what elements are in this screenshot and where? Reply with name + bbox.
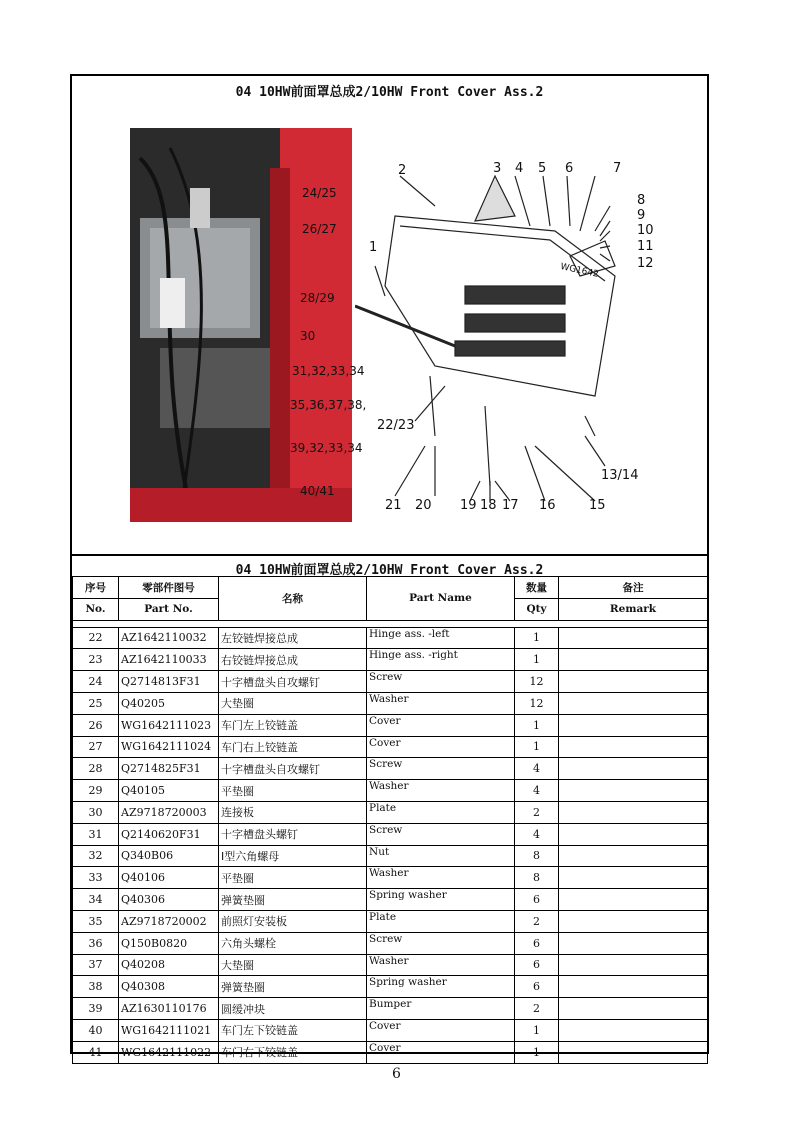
cell-name-en: Bumper (367, 998, 515, 1020)
cell-name-en: Screw (367, 671, 515, 693)
table-row (73, 889, 708, 911)
cell-name-en: Washer (367, 780, 515, 802)
cell-no: 24 (73, 671, 119, 693)
cell-remark (559, 976, 708, 998)
cell-no: 41 (73, 1041, 119, 1063)
cell-name-cn: 右铰链焊接总成 (219, 649, 367, 671)
photo-label: 26/27 (302, 222, 337, 236)
cell-part-no: Q40105 (119, 780, 219, 802)
cell-name-en: Cover (367, 714, 515, 736)
cell-remark (559, 801, 708, 823)
cell-qty: 1 (515, 649, 559, 671)
table-title: 04 10HW前面罩总成2/10HW Front Cover Ass.2 (235, 563, 544, 578)
cell-name-cn: 车门右上铰链盖 (219, 736, 367, 758)
cell-name-cn: 平垫圈 (219, 780, 367, 802)
section-divider (72, 554, 707, 556)
diagram-label: 8 (637, 193, 646, 208)
diagram-label: 11 (637, 239, 654, 254)
diagram-label: 15 (589, 498, 606, 513)
cell-part-no: AZ1630110176 (119, 998, 219, 1020)
cell-remark (559, 758, 708, 780)
cell-no: 38 (73, 976, 119, 998)
cell-name-en: Spring washer (367, 976, 515, 998)
header-remark-cn: 备注 (559, 577, 708, 599)
cell-qty: 1 (515, 714, 559, 736)
cell-no: 30 (73, 801, 119, 823)
header-qty-en: Qty (515, 598, 559, 620)
diagram-label: 5 (538, 161, 547, 176)
section-title: 04 10HW前面罩总成2/10HW Front Cover Ass.2 (235, 85, 544, 100)
cell-qty: 2 (515, 801, 559, 823)
diagram-label: 3 (493, 161, 502, 176)
cell-name-en: Plate (367, 801, 515, 823)
cell-part-no: AZ1642110033 (119, 649, 219, 671)
cell-qty: 1 (515, 1041, 559, 1063)
cell-name-en: Spring washer (367, 889, 515, 911)
table-row (73, 954, 708, 976)
table-row (73, 910, 708, 932)
table-row (73, 780, 708, 802)
exploded-diagram (355, 136, 695, 526)
cell-no: 27 (73, 736, 119, 758)
cell-remark (559, 867, 708, 889)
table-row (73, 823, 708, 845)
diagram-label: 13/14 (601, 468, 639, 483)
cell-part-no: Q40306 (119, 889, 219, 911)
cell-no: 25 (73, 692, 119, 714)
cell-part-no: Q40106 (119, 867, 219, 889)
cell-name-en: Screw (367, 932, 515, 954)
cell-part-no: AZ1642110032 (119, 627, 219, 649)
cell-no: 32 (73, 845, 119, 867)
table-row (73, 714, 708, 736)
cell-remark (559, 823, 708, 845)
header-no-en: No. (73, 598, 119, 620)
cell-qty: 6 (515, 976, 559, 998)
header-name-en: Part Name (367, 577, 515, 621)
table-row (73, 998, 708, 1020)
cell-part-no: Q40205 (119, 692, 219, 714)
cell-name-cn: 左铰链焊接总成 (219, 627, 367, 649)
table-row (73, 627, 708, 649)
cell-part-no: WG1642111022 (119, 1041, 219, 1063)
header-no-cn: 序号 (73, 577, 119, 599)
diagram-label: 7 (613, 161, 622, 176)
table-row (73, 758, 708, 780)
cell-part-no: Q2714825F31 (119, 758, 219, 780)
cell-qty: 1 (515, 1019, 559, 1041)
diagram-label: 12 (637, 256, 654, 271)
cell-name-cn: 十字槽盘头自攻螺钉 (219, 758, 367, 780)
table-row (73, 976, 708, 998)
diagram-label: 10 (637, 223, 654, 238)
cell-qty: 8 (515, 867, 559, 889)
diagram-label: 21 (385, 498, 402, 513)
cell-name-en: Cover (367, 736, 515, 758)
table-row (73, 671, 708, 693)
cell-part-no: Q2714813F31 (119, 671, 219, 693)
header-spacer (73, 620, 708, 627)
cell-no: 26 (73, 714, 119, 736)
cell-part-no: Q40308 (119, 976, 219, 998)
cell-remark (559, 649, 708, 671)
cell-part-no: Q40208 (119, 954, 219, 976)
cell-no: 39 (73, 998, 119, 1020)
table-row (73, 867, 708, 889)
cell-remark (559, 780, 708, 802)
cell-no: 34 (73, 889, 119, 911)
diagram-label: 22/23 (377, 418, 415, 433)
cell-name-cn: 弹簧垫圈 (219, 889, 367, 911)
cell-name-en: Cover (367, 1019, 515, 1041)
header-pn-cn: 零部件图号 (119, 577, 219, 599)
parts-table-body (73, 627, 708, 1063)
cell-no: 31 (73, 823, 119, 845)
cell-qty: 1 (515, 736, 559, 758)
cell-remark (559, 714, 708, 736)
cell-qty: 12 (515, 692, 559, 714)
table-row (73, 845, 708, 867)
cell-remark (559, 627, 708, 649)
header-name-cn: 名称 (219, 577, 367, 621)
table-row (73, 736, 708, 758)
cell-name-cn: 车门左下铰链盖 (219, 1019, 367, 1041)
photo-label: 31,32,33,34 (292, 364, 365, 378)
diagram-label: 20 (415, 498, 432, 513)
table-row (73, 1019, 708, 1041)
cell-no: 22 (73, 627, 119, 649)
cell-name-cn: 车门左上铰链盖 (219, 714, 367, 736)
diagram-label: 6 (565, 161, 574, 176)
diagram-stamp: WG1642 (559, 262, 600, 280)
cell-qty: 1 (515, 627, 559, 649)
cell-no: 33 (73, 867, 119, 889)
cell-name-en: Screw (367, 823, 515, 845)
cell-name-en: Plate (367, 910, 515, 932)
cell-qty: 6 (515, 954, 559, 976)
cell-no: 29 (73, 780, 119, 802)
cell-part-no: WG1642111024 (119, 736, 219, 758)
photo-label: 30 (300, 329, 316, 343)
cell-no: 37 (73, 954, 119, 976)
cell-remark (559, 1041, 708, 1063)
cell-name-cn: 大垫圈 (219, 692, 367, 714)
diagram-label: 1 (369, 240, 378, 255)
cell-qty: 2 (515, 998, 559, 1020)
cell-name-en: Cover (367, 1041, 515, 1063)
cell-part-no: Q2140620F31 (119, 823, 219, 845)
cell-qty: 6 (515, 889, 559, 911)
cell-no: 36 (73, 932, 119, 954)
cell-name-cn: 前照灯安装板 (219, 910, 367, 932)
diagram-label: 18 (480, 498, 497, 513)
photo-label: 28/29 (300, 291, 335, 305)
diagram-label: 17 (502, 498, 519, 513)
cell-remark (559, 845, 708, 867)
cell-remark (559, 910, 708, 932)
header-remark-en: Remark (559, 598, 708, 620)
cell-no: 35 (73, 910, 119, 932)
cell-no: 28 (73, 758, 119, 780)
diagram-label: 4 (515, 161, 524, 176)
page-frame (70, 74, 709, 1060)
diagram-label: 16 (539, 498, 556, 513)
cell-name-en: Hinge ass. -left (367, 627, 515, 649)
cell-name-en: Screw (367, 758, 515, 780)
cell-part-no: Q340B06 (119, 845, 219, 867)
cell-remark (559, 1019, 708, 1041)
table-row (73, 649, 708, 671)
cell-qty: 12 (515, 671, 559, 693)
diagram-label: 19 (460, 498, 477, 513)
cell-no: 40 (73, 1019, 119, 1041)
photo-label: 35,36,37,38, (290, 398, 367, 412)
cell-name-cn: 大垫圈 (219, 954, 367, 976)
cell-part-no: WG1642111023 (119, 714, 219, 736)
cell-qty: 4 (515, 780, 559, 802)
cell-remark (559, 692, 708, 714)
cell-remark (559, 998, 708, 1020)
cell-name-cn: 弹簧垫圈 (219, 976, 367, 998)
cell-name-cn: 十字槽盘头自攻螺钉 (219, 671, 367, 693)
cell-no: 23 (73, 649, 119, 671)
cell-qty: 8 (515, 845, 559, 867)
header-pn-en: Part No. (119, 598, 219, 620)
cell-part-no: AZ9718720002 (119, 910, 219, 932)
cell-qty: 2 (515, 910, 559, 932)
cell-remark (559, 954, 708, 976)
photo-label: 39,32,33,34 (290, 441, 363, 455)
cell-name-cn: 平垫圈 (219, 867, 367, 889)
cell-name-en: Hinge ass. -right (367, 649, 515, 671)
cell-part-no: WG1642111021 (119, 1019, 219, 1041)
cell-name-cn: 十字槽盘头螺钉 (219, 823, 367, 845)
cell-name-en: Washer (367, 692, 515, 714)
cell-part-no: AZ9718720003 (119, 801, 219, 823)
cell-remark (559, 736, 708, 758)
table-row (73, 692, 708, 714)
cell-part-no: Q150B0820 (119, 932, 219, 954)
cell-name-en: Washer (367, 867, 515, 889)
table-row (73, 1041, 708, 1063)
table-row (73, 932, 708, 954)
cell-name-cn: 连接板 (219, 801, 367, 823)
cell-remark (559, 932, 708, 954)
cell-name-en: Washer (367, 954, 515, 976)
cell-name-cn: I型六角螺母 (219, 845, 367, 867)
cell-name-en: Nut (367, 845, 515, 867)
table-row (73, 801, 708, 823)
cell-name-cn: 圆缓冲块 (219, 998, 367, 1020)
photo-label: 24/25 (302, 186, 337, 200)
diagram-label: 2 (398, 163, 407, 178)
diagram-label: 9 (637, 208, 646, 223)
parts-table (72, 576, 708, 1064)
cell-remark (559, 671, 708, 693)
header-qty-cn: 数量 (515, 577, 559, 599)
cell-qty: 4 (515, 823, 559, 845)
cell-remark (559, 889, 708, 911)
cell-name-cn: 车门右下铰链盖 (219, 1041, 367, 1063)
cell-qty: 4 (515, 758, 559, 780)
page-number: 6 (392, 1066, 401, 1082)
cell-qty: 6 (515, 932, 559, 954)
photo-label: 40/41 (300, 484, 335, 498)
cell-name-cn: 六角头螺栓 (219, 932, 367, 954)
